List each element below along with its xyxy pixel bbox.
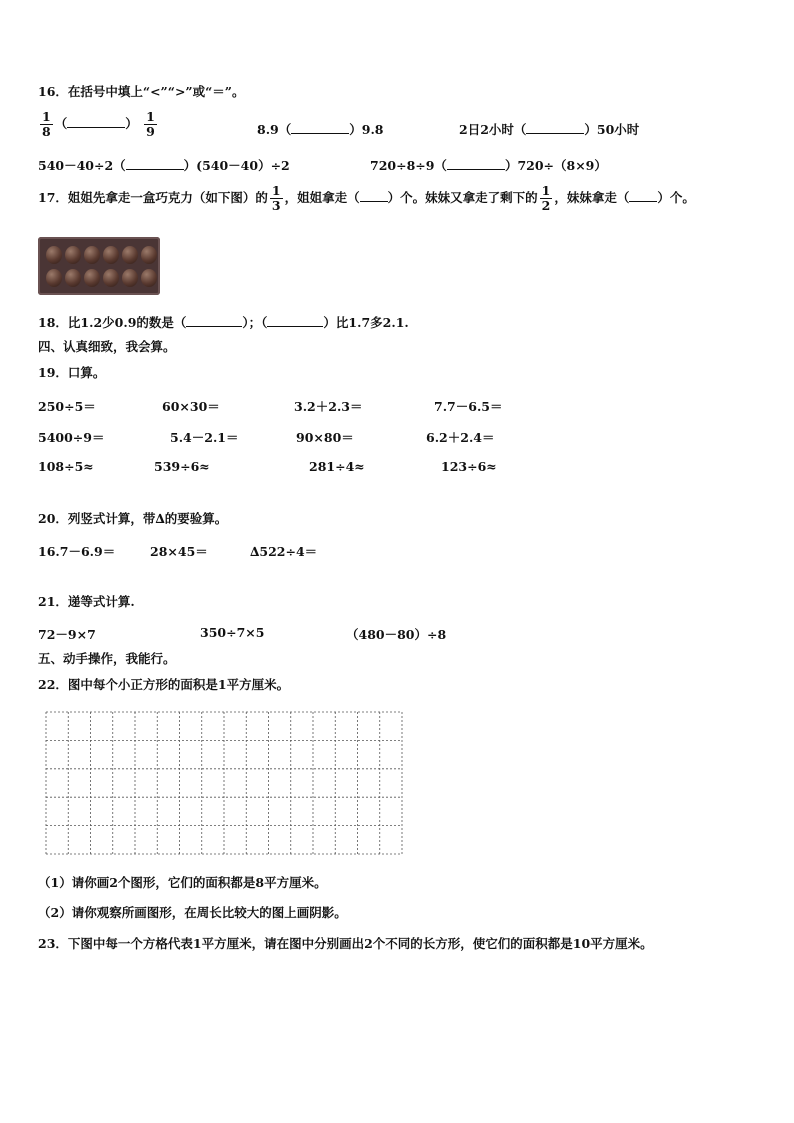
- answer-blank[interactable]: [447, 159, 505, 170]
- q20-item2: 28×45＝: [150, 544, 208, 559]
- answer-blank[interactable]: [291, 123, 349, 134]
- answer-blank[interactable]: [629, 191, 657, 202]
- answer-blank[interactable]: [360, 191, 388, 202]
- q21-title: 21．递等式计算.: [38, 594, 135, 609]
- q19-r3-c1: 108÷5≈: [38, 459, 94, 474]
- q20-item1: 16.7－6.9＝: [38, 544, 116, 559]
- q21-item2: 350÷7×5: [200, 625, 265, 640]
- q20-title: 20．列竖式计算，带∆的要验算。: [38, 511, 228, 526]
- q19-r3-c2: 539÷6≈: [154, 459, 210, 474]
- q19-r2-c3: 90×80＝: [296, 430, 354, 445]
- q19-r1-c4: 7.7－6.5＝: [434, 399, 503, 414]
- q16-row2-item1: 540－40÷2（ ）(540－40）÷2: [38, 158, 290, 173]
- q19-r2-c4: 6.2＋2.4＝: [426, 430, 495, 445]
- answer-blank[interactable]: [186, 316, 242, 327]
- answer-blank[interactable]: [126, 159, 184, 170]
- section-5-heading: 五、动手操作，我能行。: [38, 651, 176, 666]
- fraction-one-ninth: $\frac{1}{9}$: [146, 109, 155, 139]
- q19-title: 19．口算。: [38, 365, 106, 380]
- q17-line: 17．姐姐先拿走一盒巧克力（如下图）的 $\frac{1}{3}$ ，姐姐拿走（ ）个。妹妹又拿走了剩下的 $\frac{1}{2}$ ，妹妹拿走（ ）个。: [38, 183, 695, 213]
- q19-r2-c1: 5400÷9＝: [38, 430, 105, 445]
- q21-item3: （480－80）÷8: [346, 627, 447, 642]
- q19-r3-c3: 281÷4≈: [309, 459, 365, 474]
- fraction-one-half: $\frac{1}{2}$: [541, 183, 551, 213]
- section-4-heading: 四、认真细致，我会算。: [38, 339, 176, 354]
- q19-r2-c2: 5.4－2.1＝: [170, 430, 239, 445]
- q19-r1-c3: 3.2＋2.3＝: [294, 399, 363, 414]
- fraction-one-eighth: $\frac{1}{8}$: [42, 109, 51, 139]
- q16-title: 16．在括号中填上“<”“>”或“＝”。: [38, 84, 245, 99]
- q19-r3-c4: 123÷6≈: [441, 459, 497, 474]
- q21-item1: 72－9×7: [38, 627, 96, 642]
- q16-row1-item3: 2日2小时（ ）50小时: [459, 122, 640, 137]
- fraction-one-third: $\frac{1}{3}$: [271, 183, 281, 213]
- q22-sub1: （1）请你画2个图形，它们的面积都是8平方厘米。: [38, 875, 327, 890]
- q19-r1-c2: 60×30＝: [162, 399, 220, 414]
- q22-sub2: （2）请你观察所画图形，在周长比较大的图上画阴影。: [38, 905, 347, 920]
- square-grid[interactable]: [45, 711, 403, 855]
- q20-item3: ∆522÷4＝: [250, 544, 318, 559]
- q19-r1-c1: 250÷5＝: [38, 399, 96, 414]
- answer-blank[interactable]: [267, 316, 323, 327]
- q16-row1-item2: 8.9（ ）9.8: [257, 122, 384, 137]
- q16-row1-item1: $\frac{1}{8}$ （ ） $\frac{1}{9}$: [42, 109, 155, 139]
- q16-row2-item2: 720÷8÷9（ ）720÷（8×9）: [370, 158, 607, 173]
- answer-blank[interactable]: [67, 117, 125, 128]
- chocolate-box-image: [38, 237, 160, 295]
- q22-title: 22．图中每个小正方形的面积是1平方厘米。: [38, 677, 290, 692]
- q18-line: 18．比1.2少0.9的数是（ ）；（ ）比1.7多2.1.: [38, 315, 409, 330]
- q23-title: 23．下图中每一个方格代表1平方厘米，请在图中分别画出2个不同的长方形，使它们的面积都是10平方厘米。: [38, 936, 653, 951]
- answer-blank[interactable]: [526, 123, 584, 134]
